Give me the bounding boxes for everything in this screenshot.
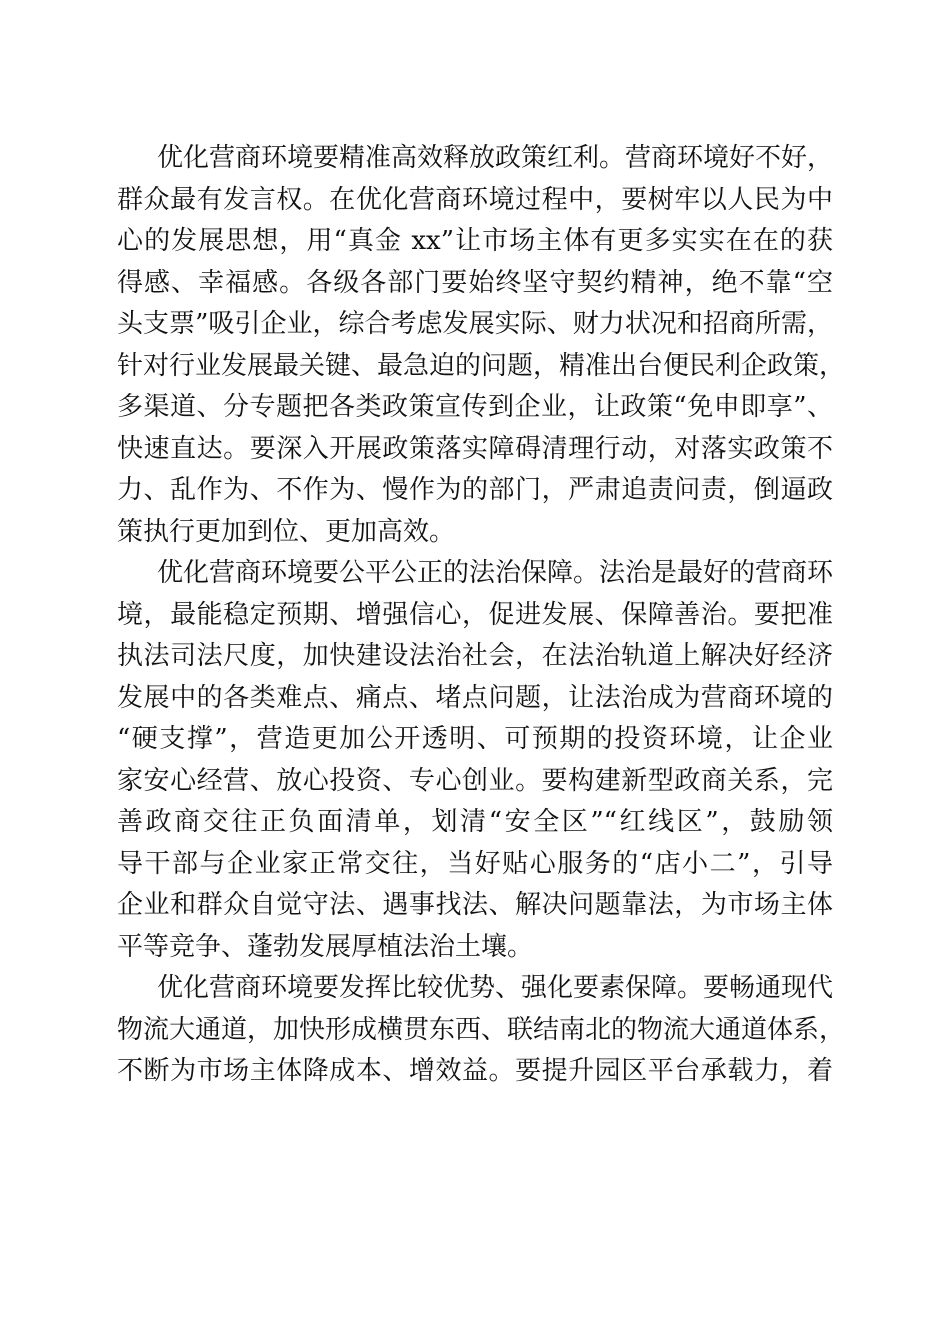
text-line: 心的发展思想，用“真金 xx”让市场主体有更多实实在在的获 (117, 226, 833, 256)
paragraph-policy-dividends (117, 138, 846, 553)
text-line: 家安心经营、放心投资、专心创业。要构建新型政商关系，完 (117, 765, 833, 796)
text-line: 企业和群众自觉守法、遇事找法、解决问题靠法，为市场主体 (117, 890, 833, 920)
text-line: 群众最有发言权。在优化营商环境过程中，要树牢以人民为中 (117, 184, 833, 215)
paragraph-rule-of-law (117, 553, 833, 968)
text-line: 不断为市场主体降成本、增效益。要提升园区平台承载力，着 (117, 1056, 833, 1086)
text-line: 优化营商环境要精准高效释放政策红利。营商环境好不好， (157, 143, 834, 173)
text-line: 发展中的各类难点、痛点、堵点问题，让法治成为营商环境的 (117, 682, 833, 713)
paragraph-comparative-advantage (117, 968, 846, 1093)
text-line: 得感、幸福感。各级各部门要始终坚守契约精神，绝不靠“空 (117, 267, 833, 298)
text-line: “硬支撑”，营造更加公开透明、可预期的投资环境，让企业 (117, 724, 833, 754)
text-line: 物流大通道，加快形成横贯东西、联结南北的物流大通道体系， (117, 1014, 846, 1045)
text-line: 力、乱作为、不作为、慢作为的部门，严肃追责问责，倒逼政 (117, 475, 833, 505)
text-line: 善政商交往正负面清单，划清“安全区”“红线区”，鼓励领 (117, 807, 833, 837)
text-line: 优化营商环境要公平公正的法治保障。法治是最好的营商环 (157, 558, 834, 588)
text-line: 头支票”吸引企业，综合考虑发展实际、财力状况和招商所需， (117, 309, 833, 339)
text-line: 针对行业发展最关键、最急迫的问题，精准出台便民利企政策， (117, 350, 846, 381)
document-page (117, 138, 846, 1093)
text-line: 执法司法尺度，加快建设法治社会，在法治轨道上解决好经济 (117, 641, 833, 671)
text-line: 导干部与企业家正常交往，当好贴心服务的“店小二”，引导 (117, 848, 833, 879)
text-line: 境，最能稳定预期、增强信心，促进发展、保障善治。要把准 (117, 599, 833, 630)
text-line: 平等竞争、蓬勃发展厚植法治土壤。 (117, 931, 534, 962)
text-line: 多渠道、分专题把各类政策宣传到企业，让政策“免申即享”、 (117, 392, 833, 422)
text-line: 优化营商环境要发挥比较优势、强化要素保障。要畅通现代 (157, 973, 834, 1003)
text-line: 策执行更加到位、更加高效。 (117, 516, 456, 547)
text-line: 快速直达。要深入开展政策落实障碍清理行动，对落实政策不 (117, 433, 833, 464)
